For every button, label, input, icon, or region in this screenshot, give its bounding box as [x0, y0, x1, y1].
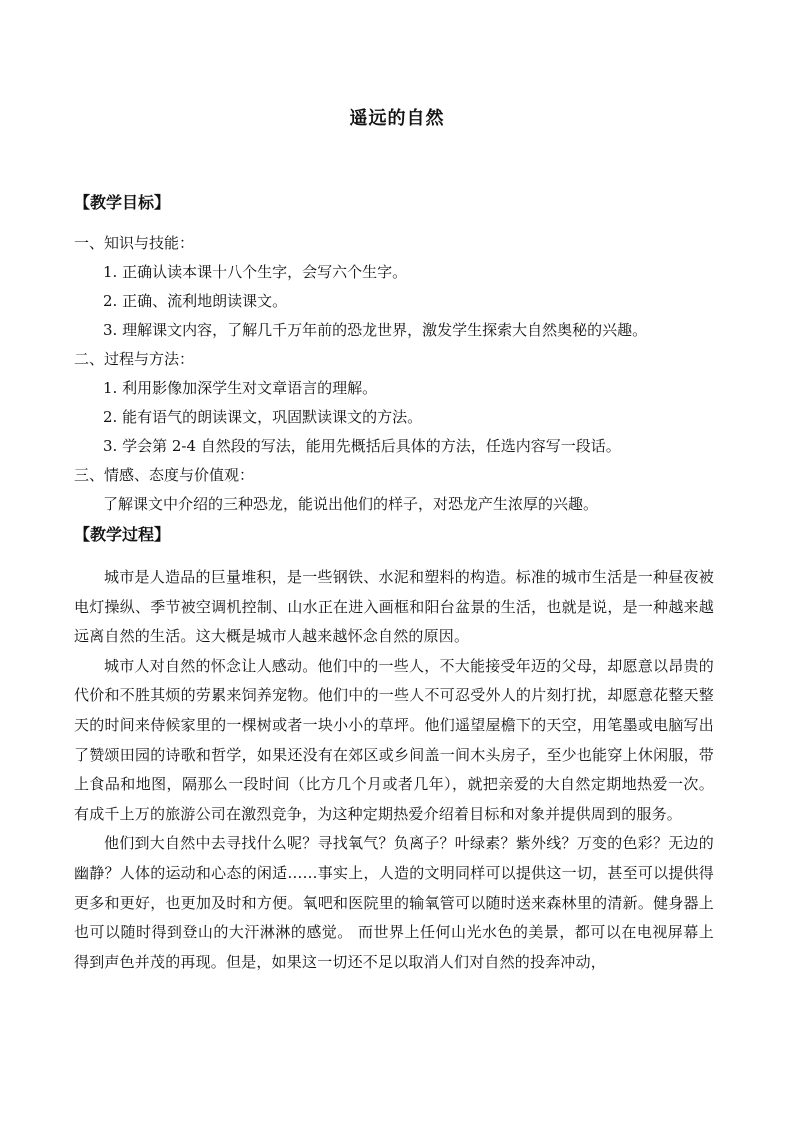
list-item: 3. 理解课文内容，了解几千万年前的恐龙世界，激发学生探索大自然奥秘的兴趣。 [103, 321, 648, 339]
list-item: 3. 学会第 2-4 自然段的写法，能用先概括后具体的方法，任选内容写一段话。 [103, 437, 621, 455]
paragraph: 他们到大自然中去寻找什么呢？寻找氧气？负离子？叶绿素？紫外线？万变的色彩？无边的幽静？人体的运动和心态的闲适……事实上，人造的文明同样可以提供这一切，甚至可以提供得更多和更好，也更加及时和方便。氧吧和医院里的输氧管可以随时送来森林里的清新。健身器上也可以随时得到登山的大汗淋淋的感觉。 而世界上任何山光水色的美景，都可以在电视屏幕上得到声色并茂的再现。但是，如果这一切还不足以取消人们对自然的投奔冲动， [74, 834, 714, 971]
list-item: 2. 能有语气的朗读课文，巩固默读课文的方法。 [103, 408, 423, 426]
body-text [74, 563, 714, 977]
section-emotion-label: 三、情感、态度与价值观： [74, 466, 255, 484]
list-item: 1. 利用影像加深学生对文章语言的理解。 [103, 379, 378, 397]
teaching-process-heading: 【教学过程】 [74, 525, 171, 544]
section-emotion-text: 了解课文中介绍的三种恐龙，能说出他们的样子，对恐龙产生浓厚的兴趣。 [103, 495, 599, 513]
section-process-method-label: 二、过程与方法： [74, 350, 195, 368]
paragraph: 城市是人造品的巨量堆积，是一些钢铁、水泥和塑料的构造。标准的城市生活是一种昼夜被电灯操纵、季节被空调机控制、山水正在进入画框和阳台盆景的生活，也就是说，是一种越来越远离自然的生活。这大概是城市人越来越怀念自然的原因。 [74, 568, 714, 646]
section-knowledge-label: 一、知识与技能： [74, 234, 195, 252]
teaching-goals-heading: 【教学目标】 [74, 193, 171, 212]
document-title: 遥远的自然 [349, 108, 445, 129]
paragraph: 城市人对自然的怀念让人感动。他们中的一些人，不大能接受年迈的父母，却愿意以昂贵的代价和不胜其烦的劳累来饲养宠物。他们中的一些人不可忍受外人的片刻打扰，却愿意花整天整天的时间来侍候家里的一棵树或者一块小小的草坪。他们遥望屋檐下的天空，用笔墨或电脑写出了赞颂田园的诗歌和哲学，如果还没有在郊区或乡间盖一间木头房子，至少也能穿上休闲服，带上食品和地图，隔那么一段时间（比方几个月或者几年），就把亲爱的大自然定期地热爱一次。有成千上万的旅游公司在激烈竞争，为这种定期热爱介绍着目标和对象并提供周到的服务。 [74, 656, 714, 823]
list-item: 2. 正确、流利地朗读课文。 [103, 292, 288, 310]
list-item: 1. 正确认读本课十八个生字，会写六个生字。 [103, 263, 408, 281]
